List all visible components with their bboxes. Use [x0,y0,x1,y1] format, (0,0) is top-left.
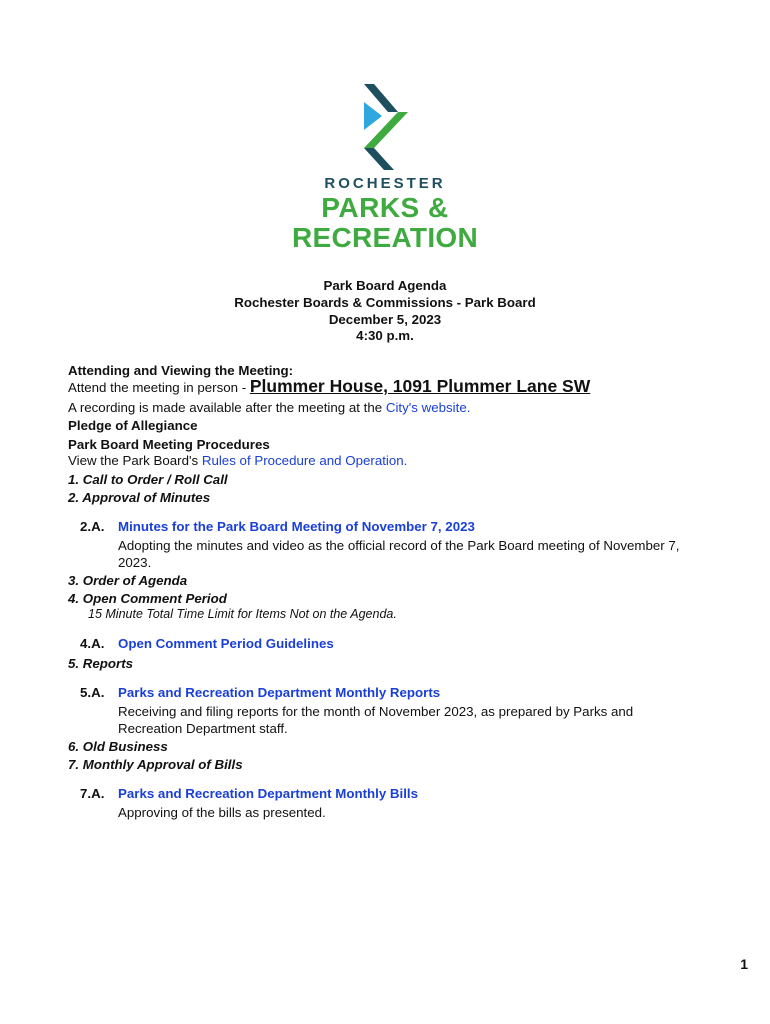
procedures-line [68,452,407,469]
agenda-item-6: 6. Old Business [68,739,168,754]
recording-text: A recording is made available after the meeting at the [68,400,386,415]
item-7a-number: 7.A. [80,786,105,801]
rules-of-procedure-link[interactable]: Rules of Procedure and Operation. [201,453,408,468]
item-5a-number: 5.A. [80,685,105,700]
item-4-note: 15 Minute Total Time Limit for Items Not on the Agenda. [88,607,397,621]
item-2a-link[interactable]: Minutes for the Park Board Meeting of November 7, 2023 [118,519,475,534]
item-7a-link[interactable]: Parks and Recreation Department Monthly Bills [118,786,418,801]
agenda-item-1: 1. Call to Order / Roll Call [68,472,228,487]
logo-parks-text: PARKS & [321,192,449,223]
agenda-item-3: 3. Order of Agenda [68,573,188,588]
meeting-time: 4:30 p.m. [356,328,414,344]
procedures-heading: Park Board Meeting Procedures [68,437,270,452]
attending-heading: Attending and Viewing the Meeting: [68,363,294,378]
logo-rochester-text: ROCHESTER [324,175,446,192]
agenda-item-2: 2. Approval of Minutes [68,490,211,505]
meeting-location: Plummer House, 1091 Plummer Lane SW [249,376,591,396]
meeting-date: December 5, 2023 [328,311,442,327]
procedures-text: View the Park Board's [68,453,202,468]
city-website-link[interactable]: City's website. [385,400,471,415]
pledge-heading: Pledge of Allegiance [68,418,198,433]
page-number: 1 [740,956,748,972]
logo-mark-icon [360,82,410,172]
board-name: Rochester Boards & Commissions - Park Board [234,294,536,310]
attend-in-person-text: Attend the meeting in person - [68,380,250,395]
item-4a-number: 4.A. [80,636,105,651]
item-5a-description: Receiving and filing reports for the month of November 2023, as prepared by Parks and Recreation Department staff. [118,704,634,736]
agenda-header [0,278,770,345]
agenda-item-4: 4. Open Comment Period [68,591,227,606]
agenda-title: Park Board Agenda [323,278,447,293]
item-5a-link[interactable]: Parks and Recreation Department Monthly Reports [118,685,441,700]
recording-line [68,399,470,416]
agenda-item-7: 7. Monthly Approval of Bills [68,757,243,772]
item-4a-link[interactable]: Open Comment Period Guidelines [118,636,334,651]
attend-in-person-line [68,378,590,396]
rochester-parks-logo [280,82,490,254]
item-2a-number: 2.A. [80,519,105,534]
item-7a-description: Approving of the bills as presented. [118,805,326,820]
logo-recreation-text: RECREATION [291,222,479,253]
item-2a-description: Adopting the minutes and video as the official record of the Park Board meeting of November 7, 2023. [118,538,680,570]
agenda-item-5: 5. Reports [68,656,134,671]
